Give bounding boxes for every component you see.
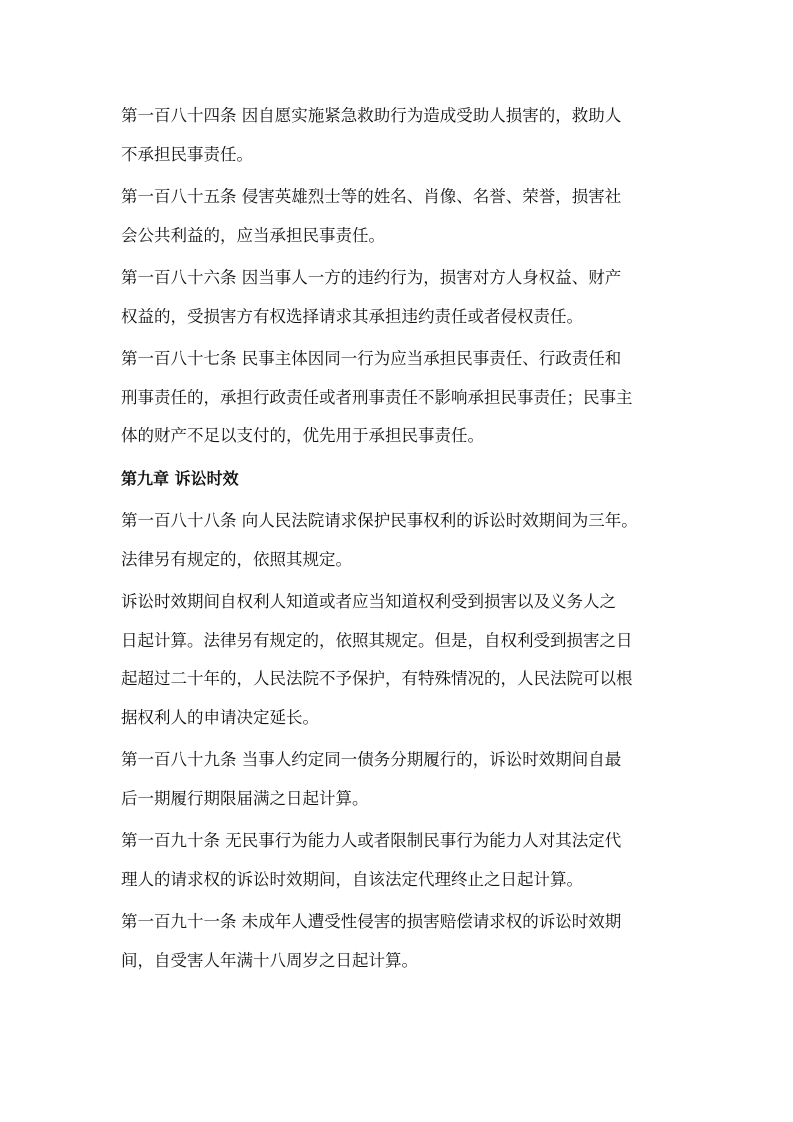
- text-line: 体的财产不足以支付的，优先用于承担民事责任。: [121, 426, 484, 445]
- text-line: 诉讼时效期间自权利人知道或者应当知道权利受到损害以及义务人之: [121, 592, 616, 611]
- document-page: [121, 97, 681, 984]
- text-line: 理人的请求权的诉讼时效期间，自该法定代理终止之日起计算。: [121, 869, 583, 889]
- text-line: 刑事责任的，承担行政责任或者刑事责任不影响承担民事责任；民事主: [121, 387, 633, 407]
- article-188-paragraph-2: [121, 583, 681, 737]
- text-line: 第一百八十八条 向人民法院请求保护民事权利的诉讼时效期间为三年。: [121, 511, 638, 530]
- text-line: 后一期履行期限届满之日起计算。: [121, 788, 369, 808]
- text-line: 第一百八十六条 因当事人一方的违约行为，损害对方人身权益、财产: [121, 268, 622, 287]
- article-190: [121, 822, 681, 899]
- article-184: [121, 97, 681, 174]
- text-line: 起超过二十年的，人民法院不予保护，有特殊情况的，人民法院可以根: [121, 669, 633, 688]
- text-line: 第一百九十条 无民事行为能力人或者限制民事行为能力人对其法定代: [121, 831, 622, 850]
- text-line: 第一百八十九条 当事人约定同一债务分期履行的，诉讼时效期间自最: [121, 750, 622, 769]
- article-186: [121, 259, 681, 336]
- article-187: [121, 340, 681, 456]
- text-line: 间，自受害人年满十八周岁之日起计算。: [121, 950, 418, 970]
- article-189: [121, 741, 681, 818]
- text-line: 第一百九十一条 未成年人遭受性侵害的损害赔偿请求权的诉讼时效期: [121, 912, 622, 931]
- article-188: [121, 502, 681, 579]
- article-185: [121, 178, 681, 255]
- text-line: 权益的，受损害方有权选择请求其承担违约责任或者侵权责任。: [121, 306, 583, 326]
- chapter-title: 第九章 诉讼时效: [121, 468, 239, 488]
- text-line: 第一百八十四条 因自愿实施紧急救助行为造成受助人损害的，救助人: [121, 106, 622, 125]
- text-line: 会公共利益的，应当承担民事责任。: [121, 225, 385, 245]
- text-line: 据权利人的申请决定延长。: [121, 707, 319, 727]
- chapter-heading: [121, 460, 681, 499]
- text-line: 法律另有规定的，依照其规定。: [121, 549, 352, 569]
- text-line: 第一百八十七条 民事主体因同一行为应当承担民事责任、行政责任和: [121, 349, 622, 368]
- article-191: [121, 903, 681, 980]
- text-line: 不承担民事责任。: [121, 144, 253, 164]
- text-line: 第一百八十五条 侵害英雄烈士等的姓名、肖像、名誉、荣誉，损害社: [121, 187, 622, 206]
- text-line: 日起计算。法律另有规定的，依照其规定。但是，自权利受到损害之日: [121, 630, 633, 650]
